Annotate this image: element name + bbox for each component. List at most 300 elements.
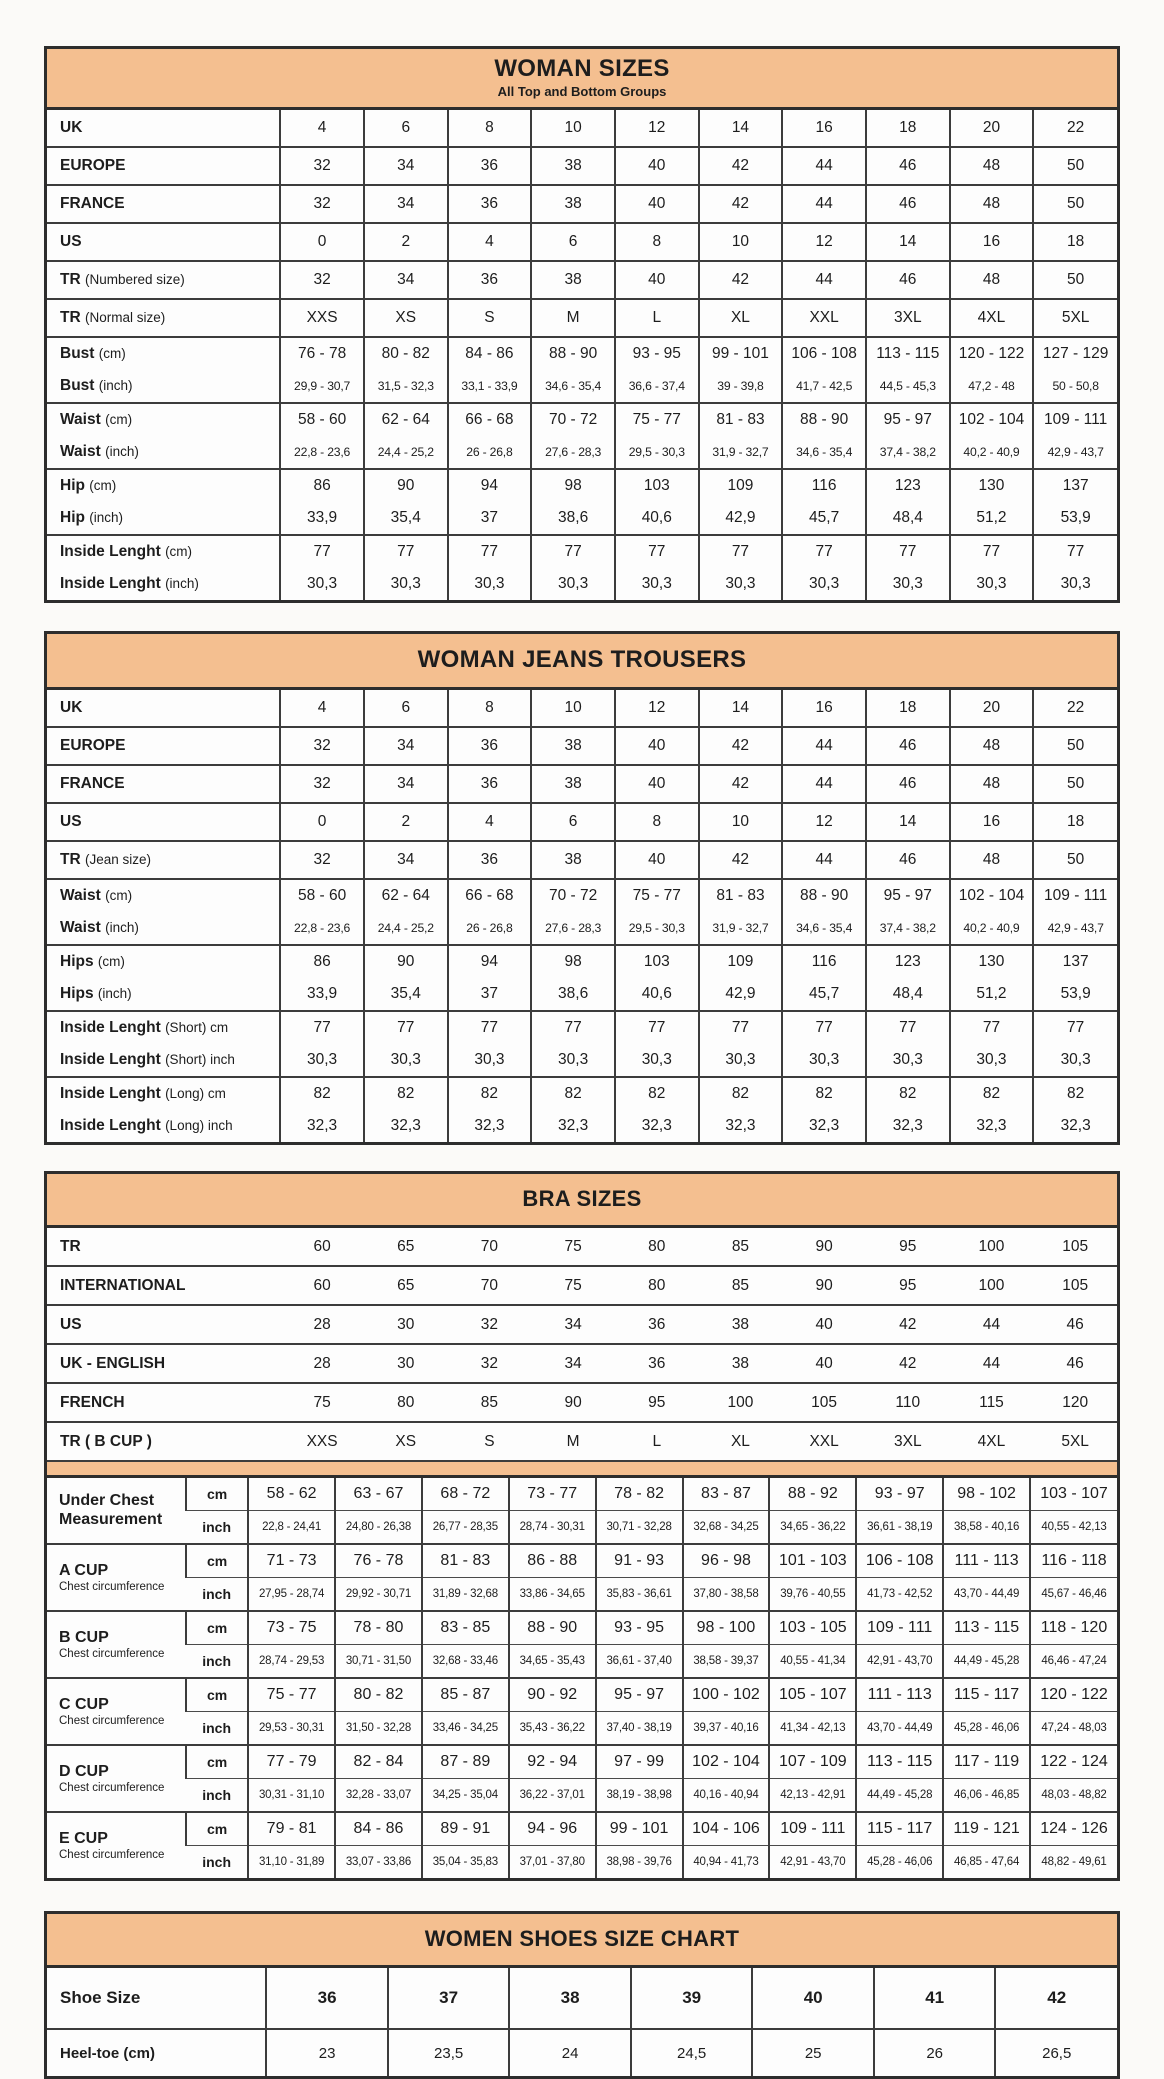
size-cell: 120 — [1033, 1383, 1117, 1422]
size-cell: 90 - 92 — [509, 1678, 596, 1712]
size-cell: 113 - 115 — [943, 1611, 1030, 1645]
cup-row-inch — [47, 1712, 1117, 1746]
size-cell: 73 - 75 — [248, 1611, 335, 1645]
size-cell: 77 — [615, 1011, 699, 1044]
size-cell: 76 - 78 — [280, 337, 364, 370]
size-cell: 104 - 106 — [683, 1812, 770, 1846]
size-cell: 65 — [364, 1228, 448, 1266]
size-cell: 30,3 — [1033, 568, 1117, 600]
jeans-trousers-grid — [47, 690, 1117, 1142]
size-cell: 44 — [782, 147, 866, 185]
size-cell: 82 — [615, 1077, 699, 1110]
size-cell: 40 — [615, 261, 699, 299]
size-cell: 44,49 - 45,28 — [856, 1779, 943, 1813]
size-cell: 24,4 - 25,2 — [364, 436, 448, 469]
size-cell: 30,3 — [615, 568, 699, 600]
size-cell: 111 - 113 — [856, 1678, 943, 1712]
table-row — [47, 912, 1117, 945]
size-cell: XS — [364, 299, 448, 337]
size-cell: 40 — [782, 1305, 866, 1344]
size-cell: 110 — [866, 1383, 950, 1422]
size-cell: 50 - 50,8 — [1033, 370, 1117, 403]
row-label: US — [47, 803, 280, 841]
size-cell: 85 - 87 — [422, 1678, 509, 1712]
shoes-size-grid — [47, 1968, 1117, 2076]
unit-label-cm: cm — [186, 1544, 248, 1578]
size-cell: 82 — [950, 1077, 1034, 1110]
size-cell: 25 — [752, 2029, 874, 2076]
size-cell: 48,03 - 48,82 — [1030, 1779, 1117, 1813]
table-row — [47, 1266, 1117, 1305]
size-cell: 48 — [950, 147, 1034, 185]
row-label: Inside Lenght (Long) cm — [47, 1077, 280, 1110]
table-row — [47, 1044, 1117, 1077]
unit-label-inch: inch — [186, 1511, 248, 1545]
cup-row-inch — [47, 1846, 1117, 1879]
size-cell: 32 — [448, 1344, 532, 1383]
size-cell: 30,3 — [782, 568, 866, 600]
size-cell: L — [615, 1422, 699, 1460]
unit-label-inch: inch — [186, 1712, 248, 1746]
size-cell: 38 — [531, 841, 615, 879]
size-cell: 18 — [1033, 223, 1117, 261]
size-cell: 34 — [364, 841, 448, 879]
size-cell: 38 — [531, 765, 615, 803]
size-cell: 80 — [364, 1383, 448, 1422]
unit-label-cm: cm — [186, 1745, 248, 1779]
size-cell: 30,3 — [280, 1044, 364, 1077]
size-cell: 40 — [615, 147, 699, 185]
size-cell: 77 — [448, 535, 532, 568]
size-cell: 29,9 - 30,7 — [280, 370, 364, 403]
size-cell: 48 — [950, 185, 1034, 223]
size-cell: 38 — [531, 727, 615, 765]
size-cell: 42 — [699, 727, 783, 765]
row-label: Bust (cm) — [47, 337, 280, 370]
size-cell: 116 - 118 — [1030, 1544, 1117, 1578]
size-cell: 30,71 - 31,50 — [335, 1645, 422, 1679]
size-cell: 44 — [950, 1344, 1034, 1383]
size-cell: 76 - 78 — [335, 1544, 422, 1578]
size-cell: 36 — [448, 261, 532, 299]
row-label-suffix: (inch) — [97, 986, 132, 1001]
size-cell: 38,19 - 38,98 — [596, 1779, 683, 1813]
row-label: Shoe Size — [47, 1968, 266, 2029]
size-cell: 2 — [364, 223, 448, 261]
size-cell: 4 — [280, 690, 364, 727]
size-cell: XXL — [782, 1422, 866, 1460]
table-row — [47, 370, 1117, 403]
size-cell: 79 - 81 — [248, 1812, 335, 1846]
size-cell: 35,4 — [364, 978, 448, 1011]
size-cell: 0 — [280, 223, 364, 261]
size-cell: 105 - 107 — [769, 1678, 856, 1712]
size-cell: 40 — [752, 1968, 874, 2029]
size-cell: 77 — [1033, 1011, 1117, 1044]
size-cell: 37 — [448, 978, 532, 1011]
size-cell: 83 - 85 — [422, 1611, 509, 1645]
size-cell: 51,2 — [950, 502, 1034, 535]
size-cell: 32,3 — [699, 1110, 783, 1142]
size-cell: 77 — [1033, 535, 1117, 568]
size-cell: XXL — [782, 299, 866, 337]
size-cell: 34 — [531, 1344, 615, 1383]
size-cell: 82 — [1033, 1077, 1117, 1110]
size-cell: 34,25 - 35,04 — [422, 1779, 509, 1813]
size-cell: 22 — [1033, 690, 1117, 727]
size-cell: 30,3 — [448, 568, 532, 600]
size-cell: 78 - 82 — [596, 1478, 683, 1511]
size-cell: 42,91 - 43,70 — [769, 1846, 856, 1879]
size-cell: 99 - 101 — [699, 337, 783, 370]
size-cell: 27,95 - 28,74 — [248, 1578, 335, 1612]
size-cell: 98 — [531, 469, 615, 502]
size-cell: 40 — [615, 841, 699, 879]
table-row — [47, 978, 1117, 1011]
size-cell: 124 - 126 — [1030, 1812, 1117, 1846]
size-cell: 77 — [615, 535, 699, 568]
row-label: Inside Lenght (cm) — [47, 535, 280, 568]
size-cell: 75 — [280, 1383, 364, 1422]
size-cell: 109 — [699, 945, 783, 978]
table-row — [47, 110, 1117, 147]
size-cell: 77 — [699, 1011, 783, 1044]
size-cell: 77 — [280, 1011, 364, 1044]
size-cell: 42 — [699, 261, 783, 299]
bra-sizes-systems-grid — [47, 1228, 1117, 1460]
size-cell: 50 — [1033, 147, 1117, 185]
size-cell: S — [448, 299, 532, 337]
size-cell: 109 - 111 — [856, 1611, 943, 1645]
size-cell: 32,3 — [1033, 1110, 1117, 1142]
size-cell: 38,6 — [531, 502, 615, 535]
size-cell: 109 - 111 — [1033, 403, 1117, 436]
row-label-suffix: (Short) cm — [165, 1020, 229, 1035]
size-cell: 122 - 124 — [1030, 1745, 1117, 1779]
size-cell: 32,3 — [950, 1110, 1034, 1142]
bra-section-divider — [47, 1460, 1117, 1478]
size-cell: 14 — [699, 690, 783, 727]
size-cell: 93 - 95 — [615, 337, 699, 370]
size-cell: 103 — [615, 945, 699, 978]
table-row — [47, 945, 1117, 978]
size-cell: 94 - 96 — [509, 1812, 596, 1846]
size-cell: 16 — [782, 110, 866, 147]
size-cell: 27,6 - 28,3 — [531, 436, 615, 469]
size-cell: 45,7 — [782, 978, 866, 1011]
size-cell: 48,4 — [866, 978, 950, 1011]
size-cell: 95 - 97 — [866, 403, 950, 436]
size-cell: 88 - 90 — [531, 337, 615, 370]
table-row — [47, 223, 1117, 261]
cup-title: D CUP — [59, 1762, 109, 1780]
size-cell: 115 - 117 — [943, 1678, 1030, 1712]
jeans-trousers-table — [44, 631, 1120, 1145]
size-cell: 70 — [448, 1228, 532, 1266]
size-cell: 119 - 121 — [943, 1812, 1030, 1846]
size-cell: 90 — [364, 469, 448, 502]
size-cell: 32,3 — [364, 1110, 448, 1142]
size-cell: 30,3 — [782, 1044, 866, 1077]
row-label-suffix: (Short) inch — [165, 1052, 235, 1067]
size-cell: 75 — [531, 1266, 615, 1305]
table-row — [47, 502, 1117, 535]
size-cell: 39 - 39,8 — [699, 370, 783, 403]
size-cell: 50 — [1033, 261, 1117, 299]
size-cell: 42 — [866, 1305, 950, 1344]
table-row — [47, 1077, 1117, 1110]
size-cell: 73 - 77 — [509, 1478, 596, 1511]
size-cell: 46 — [866, 261, 950, 299]
size-cell: 48 — [950, 261, 1034, 299]
size-cell: 42 — [699, 765, 783, 803]
table-row — [47, 185, 1117, 223]
size-cell: 44,49 - 45,28 — [943, 1645, 1030, 1679]
size-cell: 44 — [782, 185, 866, 223]
size-cell: 96 - 98 — [683, 1544, 770, 1578]
woman-sizes-header — [47, 49, 1117, 110]
size-cell: 31,50 - 32,28 — [335, 1712, 422, 1746]
size-cell: 68 - 72 — [422, 1478, 509, 1511]
row-label: Inside Lenght (Short) inch — [47, 1044, 280, 1077]
cup-title: B CUP — [59, 1628, 109, 1646]
size-cell: 86 — [280, 469, 364, 502]
size-cell: 4XL — [950, 299, 1034, 337]
table-row — [47, 1383, 1117, 1422]
cup-title: C CUP — [59, 1695, 109, 1713]
size-cell: 5XL — [1033, 1422, 1117, 1460]
size-cell: 105 — [1033, 1228, 1117, 1266]
size-cell: 102 - 104 — [683, 1745, 770, 1779]
size-cell: 42 — [699, 185, 783, 223]
size-cell: 130 — [950, 469, 1034, 502]
row-label: Hip (cm) — [47, 469, 280, 502]
unit-label-cm: cm — [186, 1478, 248, 1511]
size-cell: 40,16 - 40,94 — [683, 1779, 770, 1813]
bra-sizes-table — [44, 1171, 1120, 1881]
size-cell: 88 - 90 — [782, 403, 866, 436]
cup-row-cm — [47, 1812, 1117, 1846]
size-cell: 40 — [782, 1344, 866, 1383]
size-cell: 123 — [866, 945, 950, 978]
size-cell: 30,3 — [1033, 1044, 1117, 1077]
size-cell: 45,28 - 46,06 — [943, 1712, 1030, 1746]
size-cell: 34 — [364, 185, 448, 223]
size-cell: 40,2 - 40,9 — [950, 912, 1034, 945]
size-cell: 40,55 - 41,34 — [769, 1645, 856, 1679]
cup-subtitle: Chest circumference — [59, 1715, 165, 1728]
size-cell: L — [615, 299, 699, 337]
size-cell: 77 - 79 — [248, 1745, 335, 1779]
cup-subtitle: Chest circumference — [59, 1849, 165, 1862]
size-cell: 103 - 105 — [769, 1611, 856, 1645]
size-cell: 28,74 - 30,31 — [509, 1511, 596, 1545]
size-cell: 24,80 - 26,38 — [335, 1511, 422, 1545]
size-cell: 62 - 64 — [364, 879, 448, 912]
size-cell: 31,89 - 32,68 — [422, 1578, 509, 1612]
size-cell: 43,70 - 44,49 — [856, 1712, 943, 1746]
size-cell: 12 — [782, 223, 866, 261]
size-cell: 32 — [280, 185, 364, 223]
row-label: US — [47, 223, 280, 261]
unit-label-inch: inch — [186, 1846, 248, 1879]
size-cell: 4 — [280, 110, 364, 147]
row-label: Hip (inch) — [47, 502, 280, 535]
size-cell: 95 — [866, 1228, 950, 1266]
size-cell: 35,4 — [364, 502, 448, 535]
size-cell: 46 — [1033, 1344, 1117, 1383]
size-cell: 10 — [699, 223, 783, 261]
size-cell: 120 - 122 — [1030, 1678, 1117, 1712]
jeans-trousers-header — [47, 634, 1117, 690]
size-cell: 31,10 - 31,89 — [248, 1846, 335, 1879]
size-cell: 106 - 108 — [856, 1544, 943, 1578]
size-cell: 86 — [280, 945, 364, 978]
size-cell: 77 — [866, 535, 950, 568]
size-cell: 62 - 64 — [364, 403, 448, 436]
size-cell: 48 — [950, 841, 1034, 879]
size-cell: 36 — [448, 841, 532, 879]
size-cell: 34,6 - 35,4 — [782, 436, 866, 469]
size-cell: 30,3 — [950, 568, 1034, 600]
size-cell: XL — [699, 1422, 783, 1460]
size-cell: 116 — [782, 945, 866, 978]
size-cell: 75 - 77 — [615, 403, 699, 436]
size-cell: 70 — [448, 1266, 532, 1305]
size-cell: 36 — [615, 1305, 699, 1344]
size-cell: 40,6 — [615, 978, 699, 1011]
row-label: FRENCH — [47, 1383, 280, 1422]
size-cell: 82 — [866, 1077, 950, 1110]
size-cell: 32 — [280, 841, 364, 879]
table-row — [47, 1422, 1117, 1460]
size-cell: 75 - 77 — [248, 1678, 335, 1712]
size-cell: 30,3 — [866, 568, 950, 600]
size-cell: 27,6 - 28,3 — [531, 912, 615, 945]
table-row — [47, 1011, 1117, 1044]
size-cell: 48,82 - 49,61 — [1030, 1846, 1117, 1879]
size-cell: 39 — [631, 1968, 753, 2029]
size-cell: 4XL — [950, 1422, 1034, 1460]
size-cell: 46,85 - 47,64 — [943, 1846, 1030, 1879]
size-cell: 35,04 - 35,83 — [422, 1846, 509, 1879]
size-cell: 32,68 - 34,25 — [683, 1511, 770, 1545]
cup-label — [47, 1678, 186, 1745]
size-cell: 20 — [950, 110, 1034, 147]
size-cell: 10 — [699, 803, 783, 841]
size-cell: 35,83 - 36,61 — [596, 1578, 683, 1612]
size-cell: 85 — [699, 1266, 783, 1305]
size-cell: M — [531, 1422, 615, 1460]
row-label: UK - ENGLISH — [47, 1344, 280, 1383]
size-cell: 42,9 — [699, 978, 783, 1011]
size-cell: 111 - 113 — [943, 1544, 1030, 1578]
size-cell: 32,28 - 33,07 — [335, 1779, 422, 1813]
size-cell: 66 - 68 — [448, 879, 532, 912]
size-cell: 30,3 — [866, 1044, 950, 1077]
size-cell: 50 — [1033, 727, 1117, 765]
size-cell: 3XL — [866, 1422, 950, 1460]
size-cell: 37,01 - 37,80 — [509, 1846, 596, 1879]
cup-subtitle: Chest circumference — [59, 1782, 165, 1795]
size-cell: 3XL — [866, 299, 950, 337]
woman-sizes-subtitle: All Top and Bottom Groups — [497, 84, 667, 99]
size-cell: 22,8 - 23,6 — [280, 436, 364, 469]
size-cell: 81 - 83 — [699, 879, 783, 912]
size-cell: 37,40 - 38,19 — [596, 1712, 683, 1746]
cup-label — [47, 1611, 186, 1678]
size-cell: 44 — [950, 1305, 1034, 1344]
size-cell: 42,13 - 42,91 — [769, 1779, 856, 1813]
row-label-suffix: (Jean size) — [84, 852, 151, 867]
size-cell: 30,3 — [699, 1044, 783, 1077]
size-cell: 82 — [531, 1077, 615, 1110]
table-row — [47, 469, 1117, 502]
row-label-suffix: (Normal size) — [84, 310, 166, 325]
size-cell: 95 - 97 — [596, 1678, 683, 1712]
size-cell: 37 — [448, 502, 532, 535]
size-cell: 85 — [448, 1383, 532, 1422]
size-cell: 41 — [874, 1968, 996, 2029]
cup-row-cm — [47, 1745, 1117, 1779]
unit-label-cm: cm — [186, 1812, 248, 1846]
size-cell: 46 — [866, 727, 950, 765]
table-row — [47, 803, 1117, 841]
row-label: Hips (inch) — [47, 978, 280, 1011]
size-cell: 80 — [615, 1266, 699, 1305]
size-cell: 22,8 - 24,41 — [248, 1511, 335, 1545]
size-cell: 98 — [531, 945, 615, 978]
size-cell: 105 — [1033, 1266, 1117, 1305]
size-cell: 60 — [280, 1228, 364, 1266]
size-cell: 106 - 108 — [782, 337, 866, 370]
size-cell: 51,2 — [950, 978, 1034, 1011]
size-cell: 77 — [699, 535, 783, 568]
size-cell: 40,2 - 40,9 — [950, 436, 1034, 469]
size-cell: 84 - 86 — [448, 337, 532, 370]
row-label: Waist (cm) — [47, 403, 280, 436]
size-cell: 46 — [866, 147, 950, 185]
size-cell: 45,7 — [782, 502, 866, 535]
size-cell: 137 — [1033, 469, 1117, 502]
size-cell: 10 — [531, 110, 615, 147]
shoes-size-table — [44, 1911, 1120, 2079]
size-cell: 20 — [950, 690, 1034, 727]
size-cell: 6 — [531, 803, 615, 841]
row-label-suffix: (cm) — [89, 478, 117, 493]
table-row — [47, 1228, 1117, 1266]
size-cell: 16 — [782, 690, 866, 727]
row-label: Bust (inch) — [47, 370, 280, 403]
size-cell: 22 — [1033, 110, 1117, 147]
size-cell: 70 - 72 — [531, 403, 615, 436]
size-cell: 34 — [364, 261, 448, 299]
size-cell: 127 - 129 — [1033, 337, 1117, 370]
size-cell: 77 — [782, 1011, 866, 1044]
size-cell: 30,3 — [531, 1044, 615, 1077]
size-cell: 77 — [364, 535, 448, 568]
row-label: TR ( B CUP ) — [47, 1422, 280, 1460]
size-cell: 32 — [280, 727, 364, 765]
size-cell: 118 - 120 — [1030, 1611, 1117, 1645]
size-cell: 88 - 90 — [509, 1611, 596, 1645]
row-label: EUROPE — [47, 147, 280, 185]
table-row — [47, 2029, 1117, 2076]
size-cell: 34 — [531, 1305, 615, 1344]
row-label: TR (Normal size) — [47, 299, 280, 337]
size-cell: 90 — [364, 945, 448, 978]
row-label-suffix: (inch) — [105, 444, 139, 459]
